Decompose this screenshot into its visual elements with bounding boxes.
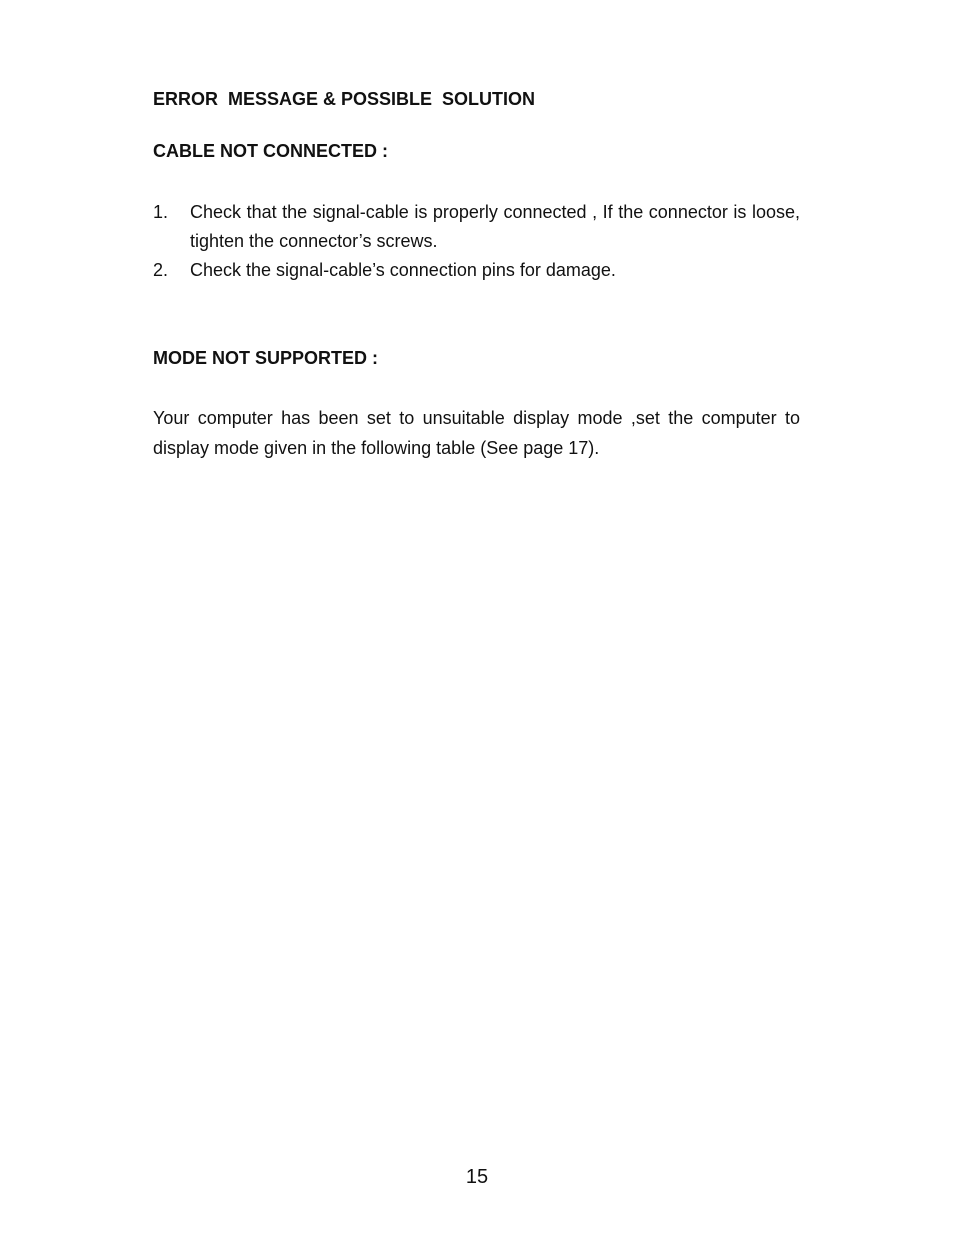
list-item	[153, 198, 800, 256]
list-item-number: 1.	[153, 202, 169, 222]
page-title: ERROR MESSAGE & POSSIBLE SOLUTION	[153, 89, 536, 109]
list-item	[153, 256, 800, 285]
section-heading-cable-not-connected: CABLE NOT CONNECTED :	[153, 141, 388, 161]
cable-solution-list	[153, 198, 800, 285]
page-number: 15	[465, 1166, 489, 1188]
mode-not-supported-paragraph: Your computer has been set to unsuitable display mode ,set the computer to display mode given in the following table (See page 17).	[153, 408, 800, 458]
list-item-number: 2.	[153, 260, 169, 280]
list-item-text: Check the signal-cable’s connection pins for damage.	[190, 260, 616, 280]
list-item-text: Check that the signal-cable is properly connected , If the connector is loose, tighten the connector’s screws.	[190, 202, 800, 251]
section-heading-mode-not-supported: MODE NOT SUPPORTED :	[153, 348, 379, 368]
